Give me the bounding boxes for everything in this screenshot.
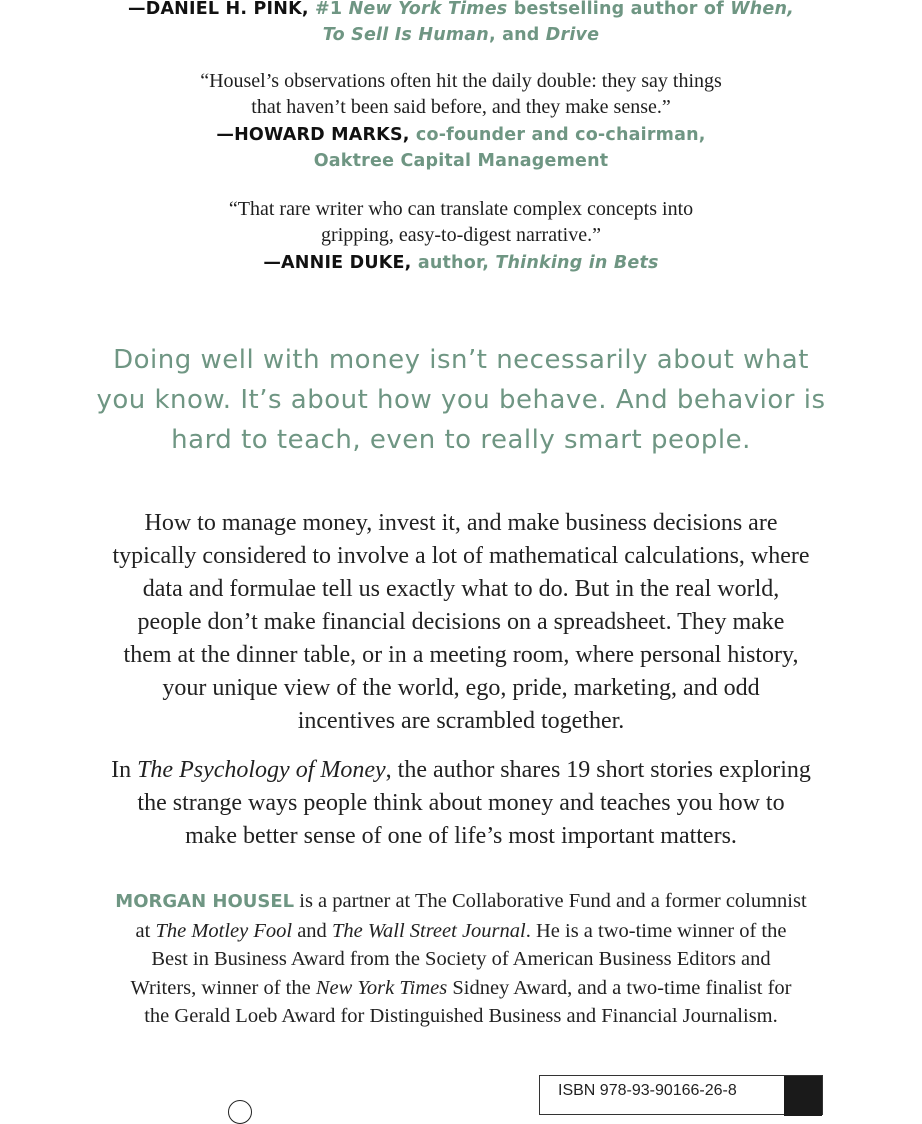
attribution-role-line-2: Oaktree Capital Management	[313, 151, 609, 171]
description-paragraph-2: In The Psychology of Money, the author shares 19 short stories exploring the strange ways people think about money and teaches you how to make better sense of one of life’s most important matters.	[111, 757, 811, 849]
endorsement-marks	[0, 68, 922, 174]
author-bio: MORGAN HOUSEL is a partner at The Collaborative Fund and a former columnist at The Motley Fool and The Wall Street Journal. He is a two-time winner of the Best in Business Award from the Society of American Business Editors and Writers, winner of the New York Times Sidney Award, and a two-time finalist for the Gerald Loeb Award for Distinguished Business and Financial Journalism.	[115, 890, 807, 1027]
attribution-role: author,	[417, 253, 496, 273]
isbn-barcode-box	[539, 1075, 823, 1115]
book-title: The Psychology of Money	[137, 757, 386, 783]
attribution-role-line-2: To Sell Is Human, and Drive	[322, 25, 600, 45]
publisher-logo-icon	[228, 1100, 252, 1124]
endorsement-attribution	[0, 122, 922, 174]
attribution-name: —HOWARD MARKS,	[216, 125, 410, 145]
endorsement-pink	[0, 0, 922, 48]
attribution-role: #1 New York Times bestselling author of When,	[315, 0, 794, 19]
attribution-book: Thinking in Bets	[495, 253, 659, 273]
endorsement-attribution	[0, 250, 922, 276]
attribution-role: co-founder and co-chairman,	[415, 125, 706, 145]
attribution-name: —DANIEL H. PINK,	[128, 0, 309, 19]
isbn-label: ISBN 978-93-90166-26-8	[558, 1082, 737, 1099]
endorsement-quote: “That rare writer who can translate complex concepts into gripping, easy-to-digest narrative.”	[228, 198, 694, 246]
description-paragraph-1: How to manage money, invest it, and make business decisions are typically considered to involve a lot of mathematical calculations, where data and formulae tell us exactly what to do. But in the real world, people don’t make financial decisions on a spreadsheet. They make them at the dinner table, or in a meeting room, where personal history, your unique view of the world, ego, pride, marketing, and odd incentives are scrambled together.	[112, 510, 810, 734]
attribution-name: —ANNIE DUKE,	[263, 253, 412, 273]
attribution-line-1	[0, 0, 922, 22]
endorsement-quote: “Housel’s observations often hit the daily double: they say things that haven’t been said before, and they make sense.”	[200, 70, 722, 118]
pull-quote: Doing well with money isn’t necessarily about what you know. It’s about how you behave. And behavior is hard to teach, even to really smart people.	[96, 345, 826, 455]
barcode-block	[784, 1076, 822, 1116]
author-name: MORGAN HOUSEL	[115, 891, 295, 912]
endorsement-duke	[0, 196, 922, 276]
